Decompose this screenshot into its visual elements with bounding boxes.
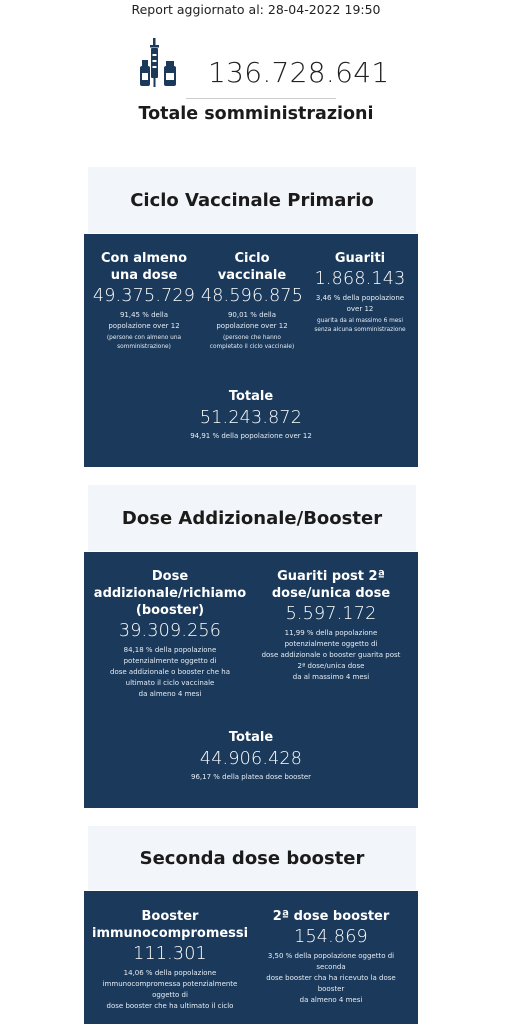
- stat-second-booster-dose: [250, 908, 412, 1006]
- stat-note: somministrazione): [117, 344, 171, 350]
- stat-description: seconda: [316, 963, 346, 971]
- stat-recovered: [308, 250, 412, 335]
- stat-booster-total: [84, 729, 418, 783]
- stat-description: popolazione over 12: [108, 322, 180, 330]
- stat-description: da al massimo 4 mesi: [292, 673, 370, 681]
- stat-title: 2ª dose booster: [272, 909, 390, 924]
- stat-note: (persone con almeno una: [106, 335, 182, 341]
- stat-description: booster: [317, 985, 345, 993]
- stat-description: 3,46 % della popolazione: [315, 294, 405, 302]
- stat-number: 39.309.256: [118, 621, 222, 641]
- stat-number: 111.301: [133, 944, 207, 964]
- stat-description: 14,06 % della popolazione: [123, 969, 217, 977]
- stat-title: una dose: [110, 268, 178, 283]
- stat-note: senza alcuna somministrazione: [314, 327, 406, 333]
- stat-title: Ciclo: [234, 251, 270, 266]
- stat-description: dose booster cha ha ricevuto la dose: [266, 974, 396, 982]
- stat-additional-dose: [92, 568, 248, 700]
- stat-note: completato il ciclo vaccinale): [209, 344, 295, 350]
- booster-card: [84, 552, 418, 808]
- stat-title: Booster: [141, 909, 199, 924]
- stat-description: ultimato il ciclo vaccinale: [125, 679, 215, 687]
- stat-description: dose addizionale o booster che ha: [110, 668, 230, 676]
- report-updated-text: Report aggiornato al: 28-04-2022 19:50: [131, 2, 381, 17]
- stat-description: 94,91 % della popolazione over 12: [190, 432, 312, 440]
- stat-primary-total: [84, 388, 418, 442]
- stat-description: 84,18 % della popolazione: [123, 646, 217, 654]
- stat-number: 5.597.172: [285, 604, 377, 624]
- stat-description: 3,50 % della popolazione oggetto di: [267, 952, 395, 960]
- stat-title: addizionale/richiamo: [93, 586, 247, 601]
- section-heading-booster: Dose Addizionale/Booster: [88, 485, 416, 551]
- stat-description: dose addizionale o booster guarita post: [261, 651, 401, 659]
- stat-description: 11,99 % della popolazione: [284, 629, 378, 637]
- stat-title: Totale: [228, 389, 274, 404]
- syringe-vial-icon: [138, 36, 182, 88]
- stat-title: Dose: [151, 569, 189, 584]
- stat-description: 2ª dose/unica dose: [297, 662, 365, 670]
- stat-number: 48.596.875: [200, 286, 304, 306]
- stat-number: 51.243.872: [199, 408, 303, 428]
- stat-description: da almeno 4 mesi: [299, 996, 363, 1004]
- stat-description: immunocompromessa potenzialmente: [102, 980, 238, 988]
- stat-title: vaccinale: [217, 268, 287, 283]
- stat-number: 154.869: [294, 927, 368, 947]
- stat-description: 91,45 % della: [119, 311, 169, 319]
- stat-note: guarita da al massimo 6 mesi: [317, 318, 403, 324]
- stat-recovered-post-dose: [250, 568, 412, 683]
- stat-title: Totale: [228, 730, 274, 745]
- stat-title: Guariti post 2ª: [277, 569, 385, 584]
- divider: [186, 98, 336, 99]
- stat-description: over 12: [346, 305, 374, 313]
- stat-at-least-one-dose: [92, 250, 196, 352]
- stat-vaccine-cycle: [200, 250, 304, 352]
- stat-note: (persone che hanno: [223, 335, 281, 341]
- total-administrations-label: Totale somministrazioni: [138, 104, 374, 124]
- total-administrations-number: 136.728.641: [208, 56, 390, 89]
- stat-title: dose/unica dose: [271, 586, 391, 601]
- stat-description: dose booster che ha ultimato il ciclo: [106, 1002, 234, 1010]
- stat-title: Con almeno: [100, 251, 188, 266]
- stat-description: potenzialmente oggetto di: [123, 657, 217, 665]
- stat-description: da almeno 4 mesi: [138, 690, 202, 698]
- stat-title: (booster): [135, 603, 205, 618]
- stat-description: 90,01 % della: [227, 311, 277, 319]
- stat-booster-immunocompromised: [92, 908, 248, 1012]
- section-heading-second-booster: Seconda dose booster: [88, 826, 416, 890]
- second-booster-card: [84, 891, 418, 1024]
- stat-description: potenzialmente oggetto di: [284, 640, 378, 648]
- stat-description: 96,17 % della platea dose booster: [190, 773, 312, 781]
- stat-description: popolazione over 12: [216, 322, 288, 330]
- stat-number: 44.906.428: [199, 749, 303, 769]
- primary-cycle-card: [84, 234, 418, 467]
- stat-number: 1.868.143: [314, 269, 406, 289]
- stat-description: oggetto di: [152, 991, 188, 999]
- stat-number: 49.375.729: [92, 286, 196, 306]
- stat-title: Guariti: [334, 251, 386, 266]
- stat-title: immunocompromessi: [92, 926, 249, 941]
- section-heading-primary: Ciclo Vaccinale Primario: [88, 167, 416, 233]
